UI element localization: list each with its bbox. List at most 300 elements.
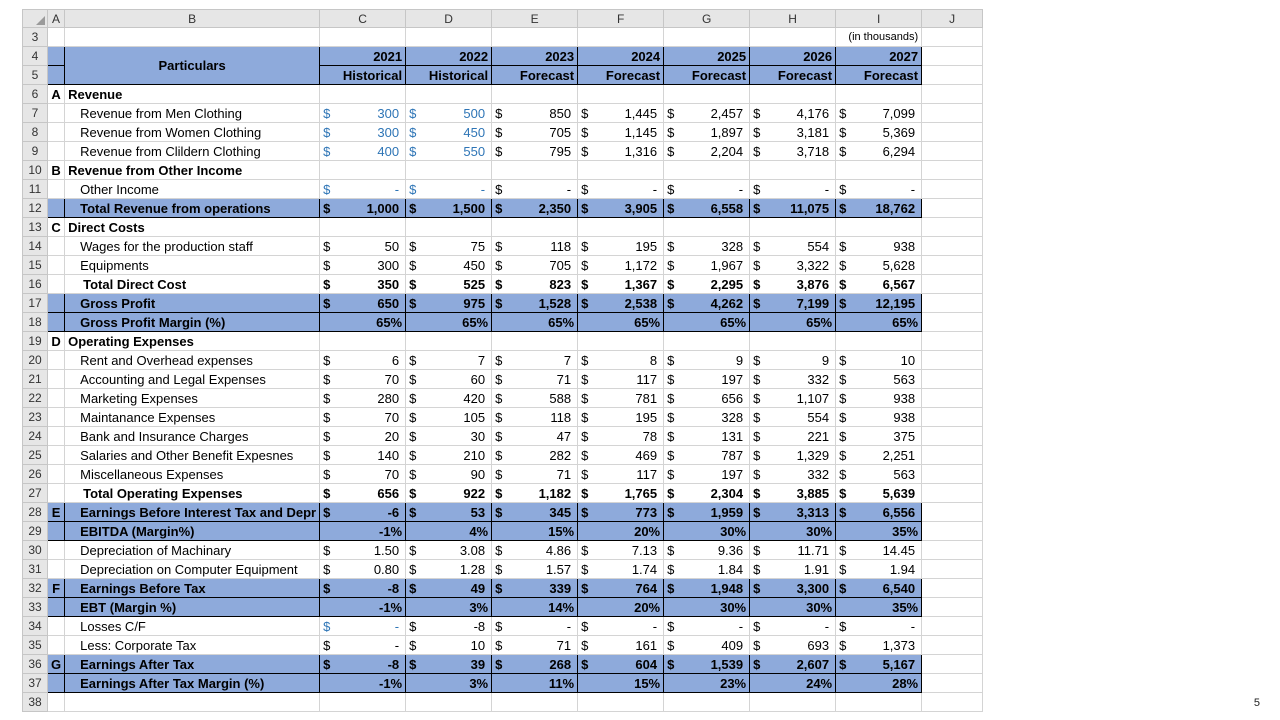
cell[interactable] xyxy=(578,161,664,180)
value-cell[interactable] xyxy=(406,465,492,484)
value-cell[interactable] xyxy=(578,408,664,427)
value-cell[interactable] xyxy=(320,579,406,598)
value-cell[interactable] xyxy=(750,636,836,655)
row-label-cell[interactable]: Total Direct Cost xyxy=(65,275,320,294)
cell[interactable] xyxy=(922,522,983,541)
row-header[interactable]: 29 xyxy=(23,522,48,541)
value-cell[interactable] xyxy=(492,560,578,579)
value-cell[interactable] xyxy=(750,560,836,579)
value-cell[interactable]: -1% xyxy=(320,598,406,617)
value-cell[interactable] xyxy=(664,180,750,199)
section-letter-cell[interactable] xyxy=(48,484,65,503)
value-cell[interactable]: 65% xyxy=(578,313,664,332)
row-header[interactable]: 20 xyxy=(23,351,48,370)
value-cell[interactable] xyxy=(664,104,750,123)
row-label-cell[interactable]: Maintanance Expenses xyxy=(65,408,320,427)
value-cell[interactable] xyxy=(664,465,750,484)
value-cell[interactable] xyxy=(836,142,922,161)
section-letter-cell[interactable] xyxy=(48,427,65,446)
value-cell[interactable] xyxy=(750,104,836,123)
cell[interactable] xyxy=(922,275,983,294)
value-cell[interactable]: -1% xyxy=(320,522,406,541)
value-cell[interactable] xyxy=(406,541,492,560)
value-cell[interactable] xyxy=(750,389,836,408)
type-header-cell[interactable]: Forecast xyxy=(492,66,578,85)
row-header[interactable]: 31 xyxy=(23,560,48,579)
value-cell[interactable] xyxy=(664,370,750,389)
value-cell[interactable] xyxy=(492,655,578,674)
row-header[interactable]: 25 xyxy=(23,446,48,465)
value-cell[interactable] xyxy=(664,237,750,256)
row-header[interactable]: 4 xyxy=(23,47,48,66)
value-cell[interactable] xyxy=(836,294,922,313)
value-cell[interactable] xyxy=(320,541,406,560)
value-cell[interactable] xyxy=(406,617,492,636)
row-label-cell[interactable]: Other Income xyxy=(65,180,320,199)
row-header[interactable]: 5 xyxy=(23,66,48,85)
row-header[interactable]: 12 xyxy=(23,199,48,218)
cell[interactable] xyxy=(922,161,983,180)
section-letter-cell[interactable] xyxy=(48,389,65,408)
value-cell[interactable] xyxy=(320,180,406,199)
row-header[interactable]: 17 xyxy=(23,294,48,313)
row-label-cell[interactable]: Losses C/F xyxy=(65,617,320,636)
cell[interactable] xyxy=(578,693,664,712)
value-cell[interactable] xyxy=(836,237,922,256)
row-header[interactable]: 28 xyxy=(23,503,48,522)
unit-note-cell[interactable]: (in thousands) xyxy=(836,28,922,47)
cell[interactable] xyxy=(406,332,492,351)
cell[interactable] xyxy=(922,180,983,199)
cell[interactable] xyxy=(922,617,983,636)
value-cell[interactable] xyxy=(836,446,922,465)
row-header[interactable]: 19 xyxy=(23,332,48,351)
value-cell[interactable] xyxy=(578,655,664,674)
value-cell[interactable] xyxy=(578,370,664,389)
column-header-b[interactable]: B xyxy=(65,10,320,28)
cell[interactable] xyxy=(922,370,983,389)
row-header[interactable]: 33 xyxy=(23,598,48,617)
cell[interactable] xyxy=(578,218,664,237)
cell[interactable] xyxy=(578,85,664,104)
cell[interactable] xyxy=(922,484,983,503)
row-header[interactable]: 14 xyxy=(23,237,48,256)
spreadsheet-grid[interactable] xyxy=(22,9,983,712)
cell[interactable] xyxy=(750,218,836,237)
value-cell[interactable] xyxy=(836,484,922,503)
row-header[interactable]: 6 xyxy=(23,85,48,104)
value-cell[interactable]: -1% xyxy=(320,674,406,693)
value-cell[interactable] xyxy=(750,275,836,294)
value-cell[interactable] xyxy=(578,256,664,275)
cell[interactable] xyxy=(836,161,922,180)
type-header-cell[interactable]: Historical xyxy=(320,66,406,85)
value-cell[interactable] xyxy=(492,256,578,275)
row-header[interactable]: 3 xyxy=(23,28,48,47)
cell[interactable] xyxy=(664,332,750,351)
value-cell[interactable]: 30% xyxy=(750,522,836,541)
value-cell[interactable] xyxy=(836,256,922,275)
value-cell[interactable] xyxy=(406,446,492,465)
section-letter-cell[interactable] xyxy=(48,560,65,579)
value-cell[interactable] xyxy=(492,617,578,636)
row-label-cell[interactable]: Accounting and Legal Expenses xyxy=(65,370,320,389)
value-cell[interactable] xyxy=(320,465,406,484)
section-letter-cell[interactable]: B xyxy=(48,161,65,180)
row-header[interactable]: 10 xyxy=(23,161,48,180)
value-cell[interactable] xyxy=(836,351,922,370)
value-cell[interactable] xyxy=(836,541,922,560)
row-header[interactable]: 38 xyxy=(23,693,48,712)
row-label-cell[interactable]: Depreciation on Computer Equipment xyxy=(65,560,320,579)
row-label-cell[interactable]: Bank and Insurance Charges xyxy=(65,427,320,446)
value-cell[interactable] xyxy=(750,579,836,598)
value-cell[interactable]: 15% xyxy=(578,674,664,693)
value-cell[interactable] xyxy=(836,389,922,408)
cell[interactable] xyxy=(922,332,983,351)
value-cell[interactable] xyxy=(406,123,492,142)
cell[interactable] xyxy=(922,47,983,66)
section-letter-cell[interactable] xyxy=(48,674,65,693)
value-cell[interactable] xyxy=(664,123,750,142)
row-header[interactable]: 24 xyxy=(23,427,48,446)
row-header[interactable]: 21 xyxy=(23,370,48,389)
cell[interactable] xyxy=(836,693,922,712)
cell[interactable] xyxy=(922,351,983,370)
value-cell[interactable] xyxy=(320,142,406,161)
cell[interactable] xyxy=(578,28,664,47)
value-cell[interactable] xyxy=(664,541,750,560)
value-cell[interactable] xyxy=(836,503,922,522)
select-all-corner[interactable] xyxy=(23,10,48,28)
section-letter-cell[interactable]: G xyxy=(48,655,65,674)
cell[interactable] xyxy=(48,47,65,66)
row-label-cell[interactable]: Miscellaneous Expenses xyxy=(65,465,320,484)
value-cell[interactable] xyxy=(578,180,664,199)
section-letter-cell[interactable] xyxy=(48,180,65,199)
value-cell[interactable] xyxy=(492,294,578,313)
section-letter-cell[interactable] xyxy=(48,104,65,123)
value-cell[interactable] xyxy=(406,389,492,408)
value-cell[interactable] xyxy=(406,579,492,598)
value-cell[interactable] xyxy=(406,560,492,579)
value-cell[interactable] xyxy=(578,465,664,484)
value-cell[interactable] xyxy=(664,484,750,503)
value-cell[interactable] xyxy=(750,294,836,313)
value-cell[interactable] xyxy=(492,579,578,598)
value-cell[interactable] xyxy=(836,123,922,142)
value-cell[interactable] xyxy=(492,237,578,256)
section-letter-cell[interactable]: D xyxy=(48,332,65,351)
type-header-cell[interactable]: Forecast xyxy=(836,66,922,85)
value-cell[interactable] xyxy=(750,465,836,484)
row-label-cell[interactable]: EBT (Margin %) xyxy=(65,598,320,617)
section-letter-cell[interactable] xyxy=(48,465,65,484)
row-label-cell[interactable]: Rent and Overhead expenses xyxy=(65,351,320,370)
section-letter-cell[interactable] xyxy=(48,541,65,560)
row-label-cell[interactable]: Operating Expenses xyxy=(65,332,320,351)
cell[interactable] xyxy=(922,579,983,598)
section-letter-cell[interactable] xyxy=(48,351,65,370)
value-cell[interactable]: 20% xyxy=(578,598,664,617)
type-header-cell[interactable]: Forecast xyxy=(578,66,664,85)
value-cell[interactable] xyxy=(320,446,406,465)
value-cell[interactable] xyxy=(406,256,492,275)
value-cell[interactable] xyxy=(406,655,492,674)
section-letter-cell[interactable]: C xyxy=(48,218,65,237)
row-header[interactable]: 36 xyxy=(23,655,48,674)
value-cell[interactable] xyxy=(578,560,664,579)
row-header[interactable]: 15 xyxy=(23,256,48,275)
value-cell[interactable] xyxy=(578,199,664,218)
value-cell[interactable] xyxy=(492,104,578,123)
value-cell[interactable] xyxy=(836,560,922,579)
value-cell[interactable]: 65% xyxy=(406,313,492,332)
value-cell[interactable] xyxy=(320,408,406,427)
value-cell[interactable] xyxy=(578,389,664,408)
column-header-c[interactable]: C xyxy=(320,10,406,28)
section-letter-cell[interactable] xyxy=(48,313,65,332)
cell[interactable] xyxy=(922,598,983,617)
value-cell[interactable] xyxy=(492,427,578,446)
year-header-cell[interactable]: 2027 xyxy=(836,47,922,66)
value-cell[interactable] xyxy=(664,503,750,522)
value-cell[interactable] xyxy=(578,351,664,370)
value-cell[interactable]: 65% xyxy=(836,313,922,332)
value-cell[interactable] xyxy=(578,503,664,522)
particulars-header-cell[interactable]: Particulars xyxy=(65,47,320,85)
row-label-cell[interactable]: Revenue from Other Income xyxy=(65,161,320,180)
value-cell[interactable] xyxy=(750,541,836,560)
value-cell[interactable]: 4% xyxy=(406,522,492,541)
value-cell[interactable] xyxy=(664,142,750,161)
cell[interactable] xyxy=(492,218,578,237)
value-cell[interactable] xyxy=(836,579,922,598)
value-cell[interactable] xyxy=(320,484,406,503)
value-cell[interactable] xyxy=(578,579,664,598)
value-cell[interactable]: 15% xyxy=(492,522,578,541)
value-cell[interactable] xyxy=(406,503,492,522)
cell[interactable] xyxy=(578,332,664,351)
cell[interactable] xyxy=(48,693,65,712)
value-cell[interactable] xyxy=(320,351,406,370)
value-cell[interactable] xyxy=(406,294,492,313)
value-cell[interactable] xyxy=(664,389,750,408)
section-letter-cell[interactable] xyxy=(48,199,65,218)
type-header-cell[interactable]: Forecast xyxy=(750,66,836,85)
value-cell[interactable] xyxy=(750,617,836,636)
cell[interactable] xyxy=(836,218,922,237)
value-cell[interactable] xyxy=(406,142,492,161)
value-cell[interactable] xyxy=(492,142,578,161)
cell[interactable] xyxy=(320,85,406,104)
value-cell[interactable]: 20% xyxy=(578,522,664,541)
cell[interactable] xyxy=(320,693,406,712)
value-cell[interactable]: 65% xyxy=(320,313,406,332)
value-cell[interactable] xyxy=(320,256,406,275)
value-cell[interactable] xyxy=(578,484,664,503)
cell[interactable] xyxy=(750,161,836,180)
row-header[interactable]: 13 xyxy=(23,218,48,237)
value-cell[interactable] xyxy=(492,370,578,389)
value-cell[interactable]: 3% xyxy=(406,598,492,617)
value-cell[interactable] xyxy=(836,465,922,484)
section-letter-cell[interactable]: A xyxy=(48,85,65,104)
value-cell[interactable] xyxy=(664,446,750,465)
year-header-cell[interactable]: 2024 xyxy=(578,47,664,66)
value-cell[interactable] xyxy=(406,275,492,294)
row-label-cell[interactable]: Total Revenue from operations xyxy=(65,199,320,218)
value-cell[interactable] xyxy=(406,636,492,655)
column-header-a[interactable]: A xyxy=(48,10,65,28)
cell[interactable] xyxy=(65,28,320,47)
cell[interactable] xyxy=(48,66,65,85)
type-header-cell[interactable]: Forecast xyxy=(664,66,750,85)
value-cell[interactable] xyxy=(320,503,406,522)
value-cell[interactable] xyxy=(406,484,492,503)
section-letter-cell[interactable] xyxy=(48,142,65,161)
value-cell[interactable]: 11% xyxy=(492,674,578,693)
cell[interactable] xyxy=(492,693,578,712)
cell[interactable] xyxy=(406,218,492,237)
value-cell[interactable] xyxy=(492,636,578,655)
value-cell[interactable] xyxy=(578,237,664,256)
row-header[interactable]: 27 xyxy=(23,484,48,503)
value-cell[interactable] xyxy=(664,256,750,275)
section-letter-cell[interactable]: F xyxy=(48,579,65,598)
row-label-cell[interactable]: Revenue from Women Clothing xyxy=(65,123,320,142)
cell[interactable] xyxy=(922,85,983,104)
row-header[interactable]: 32 xyxy=(23,579,48,598)
value-cell[interactable] xyxy=(664,560,750,579)
cell[interactable] xyxy=(492,332,578,351)
cell[interactable] xyxy=(664,28,750,47)
row-header[interactable]: 18 xyxy=(23,313,48,332)
value-cell[interactable] xyxy=(664,351,750,370)
column-header-j[interactable]: J xyxy=(922,10,983,28)
section-letter-cell[interactable] xyxy=(48,636,65,655)
cell[interactable] xyxy=(922,503,983,522)
cell[interactable] xyxy=(922,408,983,427)
value-cell[interactable] xyxy=(750,256,836,275)
value-cell[interactable] xyxy=(836,199,922,218)
row-label-cell[interactable]: Marketing Expenses xyxy=(65,389,320,408)
value-cell[interactable] xyxy=(750,199,836,218)
value-cell[interactable] xyxy=(836,370,922,389)
cell[interactable] xyxy=(406,161,492,180)
cell[interactable] xyxy=(65,693,320,712)
section-letter-cell[interactable] xyxy=(48,237,65,256)
value-cell[interactable] xyxy=(320,275,406,294)
value-cell[interactable] xyxy=(664,617,750,636)
cell[interactable] xyxy=(664,161,750,180)
cell[interactable] xyxy=(922,199,983,218)
cell[interactable] xyxy=(922,104,983,123)
value-cell[interactable] xyxy=(578,104,664,123)
value-cell[interactable] xyxy=(664,199,750,218)
value-cell[interactable] xyxy=(578,541,664,560)
value-cell[interactable] xyxy=(320,560,406,579)
section-letter-cell[interactable]: E xyxy=(48,503,65,522)
row-label-cell[interactable]: Gross Profit xyxy=(65,294,320,313)
worksheet-table[interactable] xyxy=(22,9,983,712)
value-cell[interactable] xyxy=(406,199,492,218)
cell[interactable] xyxy=(320,161,406,180)
value-cell[interactable]: 24% xyxy=(750,674,836,693)
year-header-cell[interactable]: 2025 xyxy=(664,47,750,66)
value-cell[interactable]: 65% xyxy=(664,313,750,332)
row-label-cell[interactable]: Earnings Before Tax xyxy=(65,579,320,598)
row-label-cell[interactable]: Earnings After Tax Margin (%) xyxy=(65,674,320,693)
row-label-cell[interactable]: Less: Corporate Tax xyxy=(65,636,320,655)
row-label-cell[interactable]: Earnings Before Interest Tax and Depr xyxy=(65,503,320,522)
value-cell[interactable] xyxy=(406,370,492,389)
section-letter-cell[interactable] xyxy=(48,408,65,427)
value-cell[interactable] xyxy=(320,123,406,142)
section-letter-cell[interactable] xyxy=(48,617,65,636)
cell[interactable] xyxy=(922,674,983,693)
section-letter-cell[interactable] xyxy=(48,256,65,275)
value-cell[interactable] xyxy=(750,427,836,446)
year-header-cell[interactable]: 2023 xyxy=(492,47,578,66)
value-cell[interactable] xyxy=(750,123,836,142)
row-label-cell[interactable]: Gross Profit Margin (%) xyxy=(65,313,320,332)
value-cell[interactable]: 30% xyxy=(664,522,750,541)
row-header[interactable]: 22 xyxy=(23,389,48,408)
cell[interactable] xyxy=(922,446,983,465)
value-cell[interactable] xyxy=(492,275,578,294)
value-cell[interactable] xyxy=(664,579,750,598)
value-cell[interactable] xyxy=(406,237,492,256)
section-letter-cell[interactable] xyxy=(48,275,65,294)
value-cell[interactable] xyxy=(750,180,836,199)
section-letter-cell[interactable] xyxy=(48,294,65,313)
column-header-g[interactable]: G xyxy=(664,10,750,28)
cell[interactable] xyxy=(922,294,983,313)
type-header-cell[interactable]: Historical xyxy=(406,66,492,85)
row-header[interactable]: 26 xyxy=(23,465,48,484)
value-cell[interactable] xyxy=(492,408,578,427)
year-header-cell[interactable]: 2026 xyxy=(750,47,836,66)
row-header[interactable]: 7 xyxy=(23,104,48,123)
value-cell[interactable] xyxy=(664,275,750,294)
value-cell[interactable]: 23% xyxy=(664,674,750,693)
value-cell[interactable] xyxy=(664,294,750,313)
row-label-cell[interactable]: Revenue xyxy=(65,85,320,104)
value-cell[interactable] xyxy=(750,503,836,522)
value-cell[interactable] xyxy=(406,104,492,123)
value-cell[interactable] xyxy=(664,655,750,674)
value-cell[interactable] xyxy=(750,446,836,465)
cell[interactable] xyxy=(492,161,578,180)
value-cell[interactable] xyxy=(836,180,922,199)
row-header[interactable]: 11 xyxy=(23,180,48,199)
cell[interactable] xyxy=(750,332,836,351)
row-label-cell[interactable]: Earnings After Tax xyxy=(65,655,320,674)
row-header[interactable]: 30 xyxy=(23,541,48,560)
row-header[interactable]: 8 xyxy=(23,123,48,142)
value-cell[interactable] xyxy=(320,389,406,408)
value-cell[interactable] xyxy=(492,465,578,484)
value-cell[interactable] xyxy=(320,617,406,636)
value-cell[interactable] xyxy=(836,104,922,123)
value-cell[interactable] xyxy=(578,446,664,465)
value-cell[interactable] xyxy=(492,503,578,522)
value-cell[interactable] xyxy=(492,351,578,370)
value-cell[interactable] xyxy=(492,389,578,408)
cell[interactable] xyxy=(922,313,983,332)
value-cell[interactable] xyxy=(578,636,664,655)
